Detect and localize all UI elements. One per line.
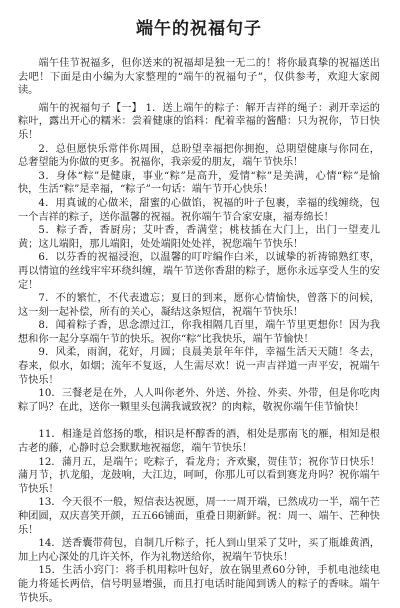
paragraph: 2．总但愿快乐常伴你周围，总盼望幸福把你拥抱，总期望健康与你同在，总奢望能为你做的更多。祝福你，我亲爱的朋友，端午节快乐！	[18, 143, 380, 169]
paragraph: 5．粽子香，香厨房；艾叶香，香满堂；桃枝插在大门上，出门一望麦儿黄；这儿端阳，那儿端阳，处处端阳处处祥，祝您端午节快乐！	[18, 225, 380, 250]
paragraph: 9．风柔，雨润，花好，月圆；良晨美景年年伴，幸福生活天天随！冬去，春来，似水，如烟；流年不复返，人生需尽欢！说一声吉祥道一声平安，祝端午节快乐！	[18, 347, 380, 386]
paragraph: 3．身体“粽”是健康，事业“粽”是高升，爱情“粽”是美满，心情“粽”是愉快，生活“粽”是幸福，“粽子”一句话：端午节开心快乐！	[18, 170, 380, 196]
paragraph: 12．蒲月五，是端午；吃粽子，看龙舟；齐欢聚，贺佳节；祝你节日快乐！蒲月节，扒龙船，龙鼓响，大江边，呵呵，你那儿可以看到赛龙舟吗？祝你端午节快乐！	[18, 456, 380, 495]
paragraph: 15．生活小窍门：将手机用粽叶包好，放在锅里煮60分钟，手机电池续电能力将延长两倍，信号明显增强，而且打电话时能闻到诱人的粽子的香味。端午节快乐。	[18, 565, 380, 604]
paragraph: 7．不的繁忙，不代表遗忘；夏日的到来，愿你心情愉快，曾落下的问候，这一刻一起补偿，所有的关心，凝结这条短信，祝端午节快乐！	[18, 293, 380, 318]
paragraph: 4．用真诚的心做米，甜蜜的心做馅，祝福的叶子包裹，幸福的线缠绕，包一个吉祥的粽子，送你温馨的祝福。祝你端午节合家安康，福寿绵长！	[18, 197, 380, 223]
paragraph: 14．送香囊带荷包，自制几斤粽子，托人到山里采了艾叶，买了瓶雄黄酒，加上内心深处的几许关怀，作为礼物送给你，祝端午节快乐！	[18, 538, 380, 563]
page-title: 端午的祝福句子	[136, 19, 262, 39]
paragraph: 端午的祝福句子【一】 1．送上端午的粽子：解开吉祥的绳子：剥开幸运的粽叶，露出开心的糯米：尝着健康的馅料：配着幸福的酱醋：只为祝你，节日快乐！	[18, 102, 380, 141]
paragraph: 10．三餐老是在外，人人叫你老外、外送、外捡、外卖、外带，但是你吃肉粽了吗？在此，送你一颗里头包满我诚致祝？的肉粽，敬祝你端午佳节愉快！	[18, 388, 380, 413]
paragraph: 11．相逢是首悠扬的歌，相识是杯醇香的酒，相处是那南飞的雁，相知是根古老的藤，心静时总会默默地祝福您，端午节快乐！	[18, 429, 380, 455]
paragraph: 8．闻着粽子香，思念漂过江，你我相隔几百里，端午节里更想你！因为我想和你一起分享端午节的快乐。祝你“粽”比我快乐，端午节愉快！	[18, 320, 380, 345]
intro-paragraph: 端午佳节祝福多，但你送来的祝福却是独一无二的！将你最真挚的祝福送出去吧！下面是由小编为大家整理的“端午的祝福句子”，仅供参考，欢迎大家阅读。	[18, 58, 380, 97]
paragraph: 13．今天很不一般，短信表达祝愿，周一一周开端，已然成功一半，端午芒种团圆，双庆喜笑开颜，五五66铺面，重叠日期新鲜。祝：周一、端午、芒种快乐！	[18, 497, 380, 536]
article-body	[18, 57, 380, 605]
paragraph: 6．以芬香的祝福浸泡，以温馨的叮咛编作白米，以诚挚的祈祷锦熟红枣，再以情谊的丝线牢牢环绕纠缠，端午节送你香甜的粽子，愿你永远享受人生的安定！	[18, 252, 380, 291]
